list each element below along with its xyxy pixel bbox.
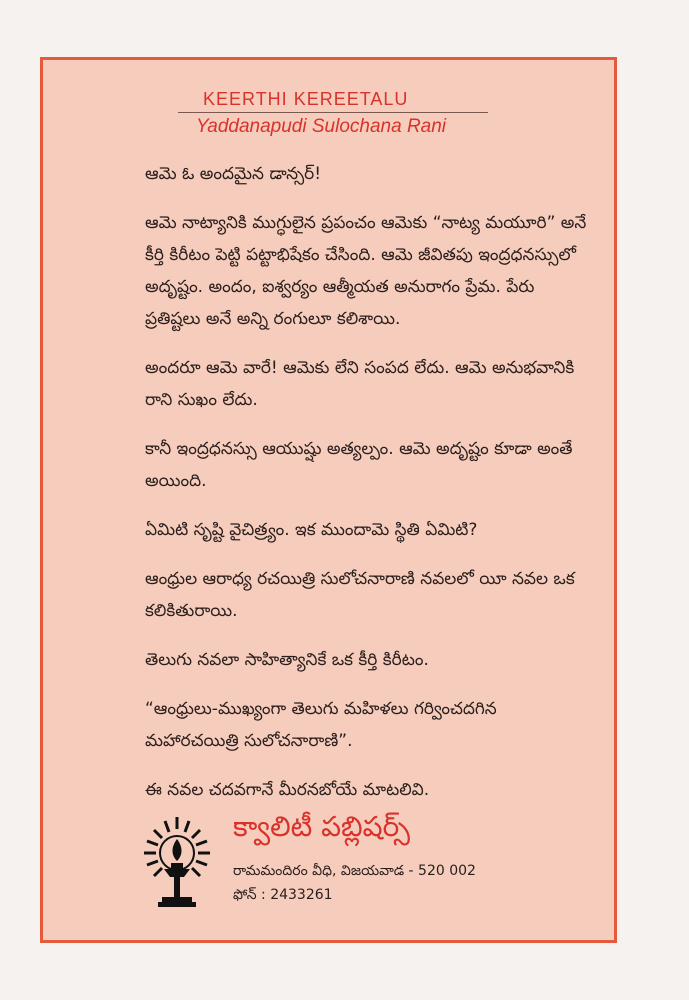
back-cover-panel [40, 57, 617, 943]
publisher-phone: ఫోన్ : 2433261 [233, 887, 333, 903]
oil-lamp-icon [138, 813, 216, 913]
title-block [178, 88, 498, 139]
blurb-paragraph: ఈ నవల చదవగానే మీరనబోయే మాటలివి. [145, 780, 430, 800]
blurb-paragraph: “ఆంధ్రులు-ముఖ్యంగా తెలుగు మహిళలు గర్వించదగిన మహారచయిత్రి సులోచనారాణి”. [145, 699, 497, 751]
blurb-paragraph: ఆంధ్రుల ఆరాధ్య రచయిత్రి సులోచనారాణి నవలలో యీ నవల ఒక కలికితురాయి. [145, 569, 575, 621]
blurb-text [125, 158, 595, 823]
blurb-paragraph: కానీ ఇంద్రధనస్సు ఆయుష్షు అత్యల్పం. ఆమె అదృష్టం కూడా అంతే అయింది. [145, 439, 573, 491]
publisher-name: క్వాలిటీ పబ్లిషర్స్ [233, 810, 411, 843]
book-title: KEERTHI KEREETALU [203, 89, 409, 109]
book-author: Yaddanapudi Sulochana Rani [196, 116, 447, 137]
blurb-paragraph: ఆమె ఓ అందమైన డాన్సర్! [145, 164, 322, 184]
blurb-paragraph: తెలుగు నవలా సాహిత్యానికే ఒక కీర్తి కిరీటం. [145, 650, 429, 670]
blurb-paragraph: ఏమిటి సృష్టి వైచిత్ర్యం. ఇక ముందామె స్థితి ఏమిటి? [145, 520, 478, 540]
publisher-block [138, 805, 578, 925]
blurb-paragraph: అందరూ ఆమె వారే! ఆమెకు లేని సంపద లేదు. ఆమె అనుభవానికి రాని సుఖం లేదు. [145, 358, 575, 410]
blurb-paragraph: ఆమె నాట్యానికి ముగ్ధులైన ప్రపంచం ఆమెకు “నాట్య మయూరి” అనే కీర్తి కిరీటం పెట్టి పట్టాభిషేకం చేసింది. ఆమె జీవితపు ఇంద్రధనస్సులో అదృష్టం. అందం, ఐశ్వర్యం ఆత్మీయత అనురాగం ప్రేమ. పేరు ప్రతిష్టలు అనే అన్ని రంగులూ కలిశాయి. [145, 213, 587, 329]
publisher-address: రామమందిరం వీధి, విజయవాడ - 520 002 [233, 863, 476, 879]
title-divider [178, 112, 488, 113]
